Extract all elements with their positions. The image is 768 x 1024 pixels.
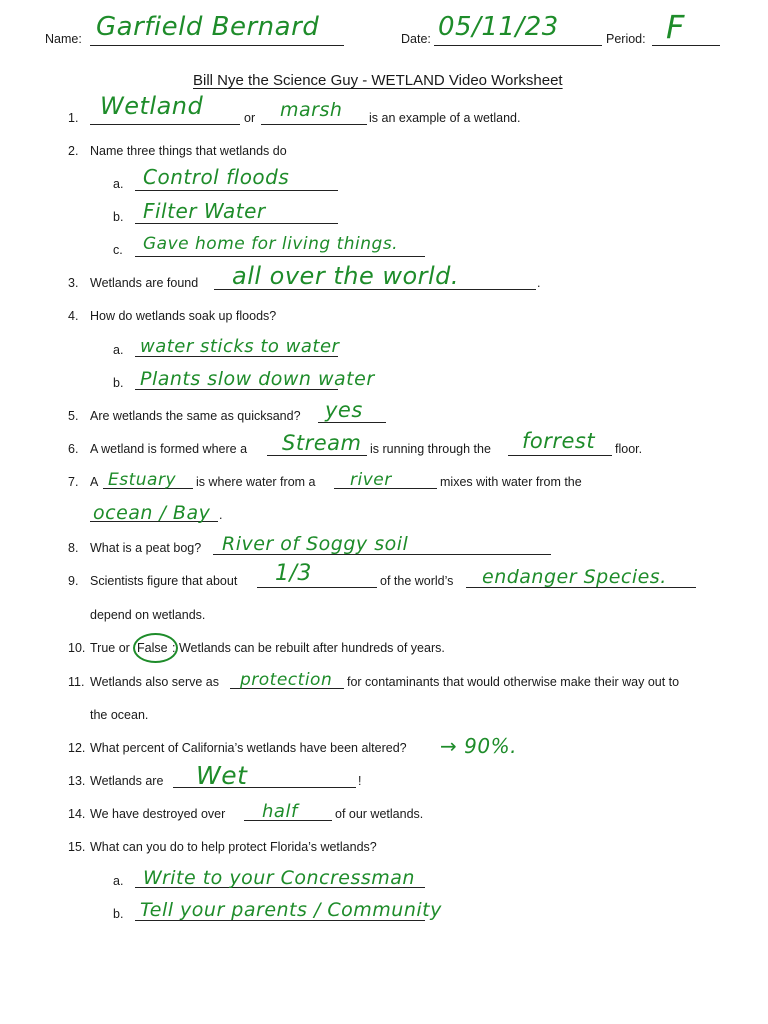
period-label: Period:	[606, 32, 646, 46]
q6-text-1: A wetland is formed where a	[90, 442, 248, 456]
q10-false[interactable]: False	[137, 641, 168, 655]
q4b-answer[interactable]: Plants slow down water	[140, 368, 375, 390]
q2a-answer[interactable]: Control floods	[143, 165, 290, 189]
q13-end: !	[358, 774, 362, 788]
q2-text: Name three things that wetlands do	[90, 144, 287, 158]
q15-text: What can you do to help protect Florida’s wetlands?	[90, 840, 377, 854]
q8-answer[interactable]: River of Soggy soil	[222, 533, 409, 555]
name-line	[90, 45, 344, 46]
q8-text: What is a peat bog?	[90, 541, 202, 555]
q1-or: or	[244, 111, 256, 125]
q11-text-1: Wetlands also serve as	[90, 675, 219, 689]
q2c-answer[interactable]: Gave home for living things.	[143, 234, 399, 254]
q2b-answer[interactable]: Filter Water	[143, 199, 266, 223]
q9-answer-1[interactable]: 1/3	[275, 561, 312, 586]
q5-line	[318, 422, 386, 423]
page-title: Bill Nye the Science Guy - WETLAND Video Worksheet	[193, 72, 563, 89]
q9-number: 9.	[68, 574, 79, 588]
q11-text-3: the ocean.	[90, 708, 149, 722]
q4a-label: a.	[113, 343, 124, 357]
q14-answer[interactable]: half	[262, 801, 298, 822]
q1-line-2	[261, 124, 367, 125]
q15-number: 15.	[68, 840, 86, 854]
q15b-label: b.	[113, 907, 124, 921]
q6-number: 6.	[68, 442, 79, 456]
q7-text-1: A	[90, 475, 99, 489]
q12-text: What percent of California’s wetlands have been altered?	[90, 741, 407, 755]
q11-number: 11.	[68, 675, 85, 689]
q13-number: 13.	[68, 774, 86, 788]
q14-number: 14.	[68, 807, 86, 821]
q9-answer-2[interactable]: endanger Species.	[482, 566, 667, 588]
q2c-line	[135, 256, 425, 257]
q10-text: : Wetlands can be rebuilt after hundreds of years.	[172, 641, 445, 655]
date-line	[434, 45, 602, 46]
q4-number: 4.	[68, 309, 79, 323]
q10-number: 10.	[68, 641, 86, 655]
q3-text: Wetlands are found	[90, 276, 199, 290]
q7-text-2: is where water from a	[196, 475, 316, 489]
q14-text-1: We have destroyed over	[90, 807, 226, 821]
q5-text: Are wetlands the same as quicksand?	[90, 409, 301, 423]
q15a-label: a.	[113, 874, 124, 888]
date-answer[interactable]: 05/11/23	[438, 12, 559, 42]
q11-answer[interactable]: protection	[240, 670, 333, 690]
q4-text: How do wetlands soak up floods?	[90, 309, 277, 323]
q7-answer-1[interactable]: Estuary	[108, 470, 177, 490]
q15b-answer[interactable]: Tell your parents / Community	[140, 899, 442, 921]
q6-answer-1[interactable]: Stream	[282, 431, 362, 455]
q2a-line	[135, 190, 338, 191]
q6-line-1	[267, 455, 367, 456]
q1-text: is an example of a wetland.	[369, 111, 521, 125]
q1-answer-2[interactable]: marsh	[280, 99, 343, 121]
q4b-label: b.	[113, 376, 124, 390]
q2-number: 2.	[68, 144, 79, 158]
q14-text-2: of our wetlands.	[335, 807, 424, 821]
q6-text-3: floor.	[615, 442, 643, 456]
q9-text-2: of the world’s	[380, 574, 454, 588]
q3-end: .	[537, 276, 541, 290]
q7-answer-2[interactable]: river	[350, 470, 392, 490]
q5-number: 5.	[68, 409, 79, 423]
q1-answer-1[interactable]: Wetland	[100, 92, 204, 120]
q15a-answer[interactable]: Write to your Concressman	[143, 867, 415, 889]
q6-answer-2[interactable]: forrest	[522, 429, 596, 453]
q7-number: 7.	[68, 475, 79, 489]
q3-number: 3.	[68, 276, 79, 290]
q5-answer[interactable]: yes	[325, 398, 363, 422]
q2a-label: a.	[113, 177, 124, 191]
q12-number: 12.	[68, 741, 86, 755]
q10-true: True or	[90, 641, 130, 655]
q2b-line	[135, 223, 338, 224]
q1-number: 1.	[68, 111, 79, 125]
q13-text: Wetlands are	[90, 774, 164, 788]
name-answer[interactable]: Garfield Bernard	[96, 12, 320, 42]
q9-text-1: Scientists figure that about	[90, 574, 238, 588]
q1-line-1	[90, 124, 240, 125]
q7-end: .	[219, 508, 223, 522]
period-answer[interactable]: F	[666, 8, 685, 46]
date-label: Date:	[401, 32, 431, 46]
q13-answer[interactable]: Wet	[196, 761, 248, 790]
q2b-label: b.	[113, 210, 124, 224]
q3-answer[interactable]: all over the world.	[232, 262, 460, 290]
q11-text-2: for contaminants that would otherwise make their way out to	[347, 675, 680, 689]
q9-text-3: depend on wetlands.	[90, 608, 206, 622]
q9-line-1	[257, 587, 377, 588]
q12-answer[interactable]: → 90%.	[440, 734, 517, 758]
q8-number: 8.	[68, 541, 79, 555]
q7-answer-3[interactable]: ocean / Bay	[93, 502, 211, 524]
q6-text-2: is running through the	[370, 442, 491, 456]
period-line	[652, 45, 720, 46]
q6-line-2	[508, 455, 612, 456]
q7-text-3: mixes with water from the	[440, 475, 582, 489]
q4a-answer[interactable]: water sticks to water	[140, 336, 340, 357]
name-label: Name:	[45, 32, 82, 46]
q2c-label: c.	[113, 243, 123, 257]
